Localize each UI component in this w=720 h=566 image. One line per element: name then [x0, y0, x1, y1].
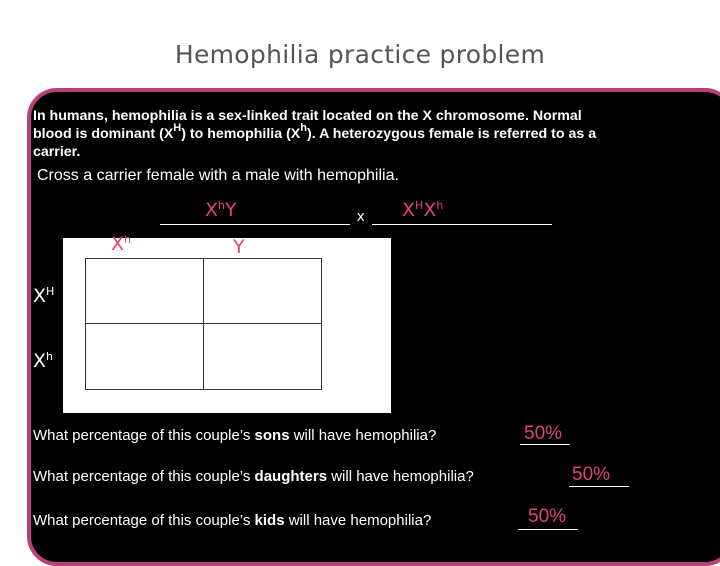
- punnett-cell: [110, 350, 150, 372]
- allele-superscript: h: [124, 233, 132, 246]
- allele-superscript: h: [143, 350, 151, 363]
- allele-superscript: H: [415, 199, 424, 212]
- allele: X: [228, 350, 242, 372]
- row-header: [33, 350, 53, 372]
- allele: X: [111, 233, 125, 255]
- answer-sons: 50%: [524, 423, 563, 444]
- allele: X: [131, 285, 145, 307]
- allele-superscript: h: [218, 199, 226, 212]
- allele: X: [228, 285, 242, 307]
- intro-line-3: carrier.: [33, 144, 81, 160]
- allele-superscript: H: [241, 285, 250, 298]
- page-title: Hemophilia practice problem: [174, 40, 546, 69]
- punnett-cell: [110, 285, 151, 307]
- allele-superscript: H: [173, 122, 182, 134]
- question-text: What percentage of this couple’s: [33, 427, 255, 444]
- intro-text: ). A heterozygous female is referred to as a: [307, 126, 597, 142]
- cross-symbol: x: [357, 208, 365, 225]
- allele-superscript: H: [46, 285, 55, 298]
- allele-superscript: h: [144, 285, 152, 298]
- column-header: [233, 236, 245, 258]
- punnett-cell: [228, 350, 260, 372]
- allele: Y: [248, 350, 260, 372]
- allele-superscript: h: [436, 199, 444, 212]
- grid-line: [203, 258, 204, 389]
- allele-superscript: h: [46, 350, 54, 363]
- question-emphasis: kids: [254, 512, 285, 529]
- grid-line: [85, 258, 86, 389]
- row-header: [33, 285, 54, 307]
- question-text: will have hemophilia?: [289, 427, 437, 444]
- question-daughters: [33, 468, 474, 485]
- answer-blank: [569, 486, 629, 487]
- female-genotype-blank: [372, 224, 552, 225]
- question-text: What percentage of this couple’s: [33, 512, 255, 529]
- allele: Y: [225, 199, 237, 221]
- question-text: What percentage of this couple’s: [33, 468, 255, 485]
- allele: X: [402, 199, 416, 221]
- grid-line: [321, 258, 322, 389]
- punnett-cell: [228, 285, 261, 307]
- answer-daughters: 50%: [572, 464, 611, 485]
- intro-text: ) to hemophilia (X: [181, 126, 301, 142]
- allele: Y: [249, 285, 261, 307]
- allele: X: [110, 285, 124, 307]
- intro-line-2: [33, 122, 688, 143]
- grid-line: [85, 389, 322, 390]
- allele-superscript: h: [241, 350, 249, 363]
- male-genotype-blank: [160, 224, 350, 225]
- problem-intro: [33, 107, 688, 161]
- cross-instruction: Cross a carrier female with a male with hemophilia.: [37, 167, 399, 184]
- question-emphasis: daughters: [254, 468, 328, 485]
- question-kids: [33, 512, 431, 529]
- allele-superscript: h: [123, 350, 131, 363]
- question-sons: [33, 427, 436, 444]
- allele: X: [33, 285, 47, 307]
- male-genotype: [205, 199, 237, 221]
- answer-kids: 50%: [528, 506, 567, 527]
- question-text: will have hemophilia?: [327, 468, 474, 485]
- allele: Y: [233, 236, 245, 258]
- allele-superscript: H: [123, 285, 132, 298]
- allele: X: [130, 350, 144, 372]
- allele: X: [205, 199, 219, 221]
- column-header: [111, 233, 131, 255]
- answer-blank: [518, 529, 578, 530]
- question-text: will have hemophilia?: [284, 512, 432, 529]
- punnett-square: [63, 238, 391, 413]
- intro-line-1: In humans, hemophilia is a sex-linked trait located on the X chromosome. Normal: [33, 108, 582, 124]
- allele-superscript: h: [300, 122, 307, 134]
- allele: X: [110, 350, 124, 372]
- allele: X: [423, 199, 437, 221]
- allele: X: [33, 350, 47, 372]
- question-emphasis: sons: [254, 427, 290, 444]
- female-genotype: [402, 199, 443, 221]
- intro-text: blood is dominant (X: [33, 126, 174, 142]
